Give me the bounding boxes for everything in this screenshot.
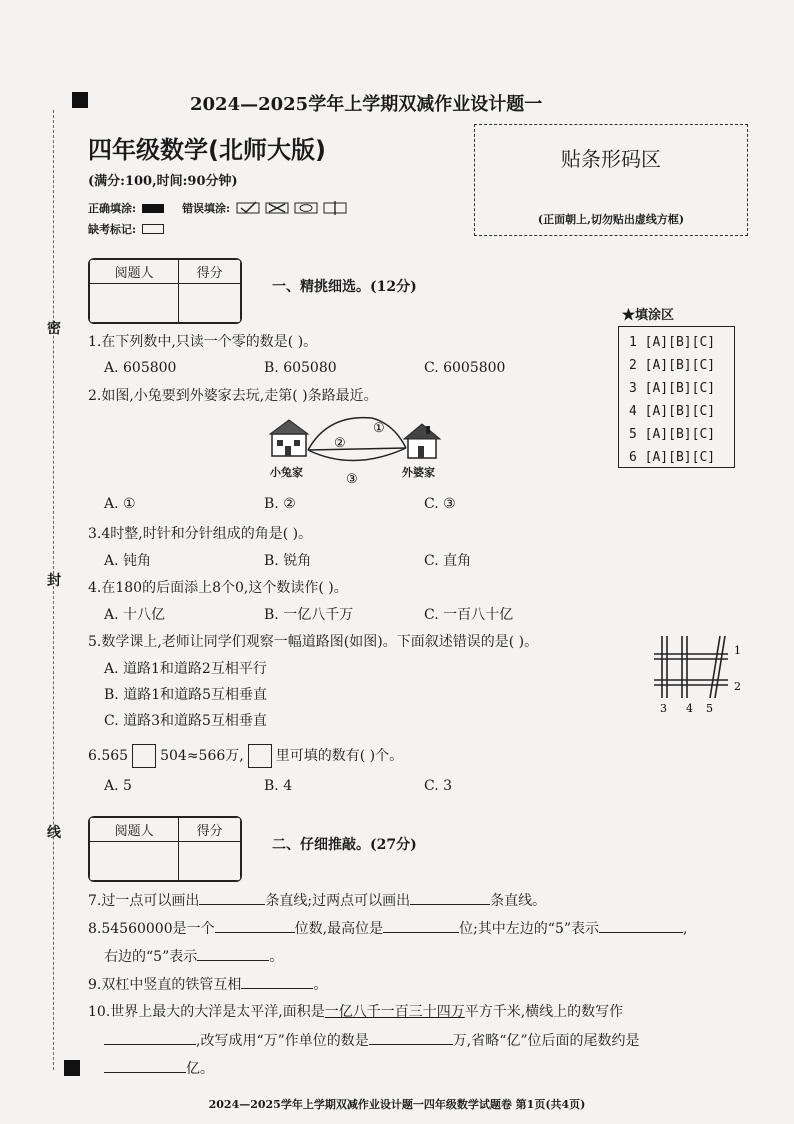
side-label-seal-1: 密	[47, 321, 61, 337]
question-2: 2.如图,小兔要到外婆家去玩,走第( )条路最近。	[88, 388, 378, 404]
q6-middle: 504≈566万,	[160, 748, 244, 764]
question-8-line2	[104, 946, 283, 967]
score-box-section2	[88, 816, 242, 882]
q5-option-a: A. 道路1和道路2互相平行	[104, 661, 267, 677]
section1-title: 一、精挑细选。(12分)	[272, 279, 417, 295]
question-8	[88, 918, 687, 939]
barcode-area	[474, 124, 748, 236]
q10-blank-3[interactable]	[104, 1058, 186, 1073]
q6-option-b: B. 4	[264, 778, 293, 794]
road-3-label: 3	[660, 702, 667, 715]
q10-blank-1[interactable]	[104, 1030, 196, 1045]
answer-row[interactable]: 4 [A][B][C]	[629, 404, 716, 419]
road-2-label: 2	[734, 680, 741, 693]
q7-text-3: 条直线。	[490, 893, 547, 909]
answer-row[interactable]: 2 [A][B][C]	[629, 358, 716, 373]
q5-option-b: B. 道路1和道路5互相垂直	[104, 687, 268, 703]
reviewer-cell[interactable]	[90, 284, 179, 323]
q6-digit-box[interactable]	[132, 744, 156, 768]
q6-digit-box-ref	[248, 744, 272, 768]
answer-row[interactable]: 5 [A][B][C]	[629, 427, 716, 442]
q2-option-a: A. ①	[104, 496, 136, 512]
q10-text-4: 万,省略“亿”位后面的尾数约是	[452, 1033, 640, 1049]
score-header: 得分	[179, 818, 241, 842]
q10-underlined-number: 一亿八千一百三十四万	[324, 1004, 465, 1020]
q1-option-c: C. 6005800	[424, 360, 506, 376]
route-1-label: ①	[373, 421, 385, 436]
score-time-info: (满分:100,时间:90分钟)	[88, 174, 238, 189]
q1-option-b: B. 605080	[264, 360, 337, 376]
question-6	[88, 744, 403, 768]
q4-option-b: B. 一亿八千万	[264, 607, 354, 623]
side-label-seal-2: 封	[47, 573, 61, 589]
score-header: 得分	[179, 260, 241, 284]
q9-text-2: 。	[313, 977, 328, 993]
q8-text-1: 8.54560000是一个	[88, 921, 215, 937]
corner-mark-top	[72, 92, 88, 108]
q10-text-2: 平方千米,横线上的数写作	[464, 1004, 624, 1020]
q4-option-a: A. 十八亿	[104, 607, 166, 623]
q5-option-c: C. 道路3和道路5互相垂直	[104, 713, 267, 729]
reviewer-cell[interactable]	[90, 842, 179, 881]
q8-text-4: 右边的“5”表示	[104, 949, 198, 965]
q8-text-2: 位数,最高位是	[294, 921, 384, 937]
binding-dash-line	[53, 110, 54, 1070]
q3-option-a: A. 钝角	[104, 553, 152, 569]
q9-blank-1[interactable]	[241, 974, 313, 989]
q8-blank-4[interactable]	[197, 946, 269, 961]
q8-text-3: 位;其中左边的“5”表示	[459, 921, 600, 937]
barcode-title: 贴条形码区	[561, 147, 661, 171]
q2-option-b: B. ②	[264, 496, 296, 512]
q1-option-a: A. 605800	[104, 360, 177, 376]
score-cell[interactable]	[179, 284, 241, 323]
question-7	[88, 890, 546, 911]
q4-option-c: C. 一百八十亿	[424, 607, 514, 623]
q6-option-c: C. 3	[424, 778, 453, 794]
q10-text-3: ,改写成用“万”作单位的数是	[196, 1033, 369, 1049]
question-9	[88, 974, 327, 995]
question-10-line3	[104, 1058, 214, 1079]
q3-option-b: B. 锐角	[264, 553, 312, 569]
wrong-fill-samples-icon	[236, 201, 348, 215]
correct-fill-label: 正确填涂:	[88, 202, 137, 215]
q8-blank-1[interactable]	[215, 918, 295, 933]
q8-blank-2[interactable]	[383, 918, 459, 933]
route-2-label: ②	[334, 436, 346, 451]
q8-text-5: 。	[269, 949, 284, 965]
q6-suffix: 里可填的数有( )个。	[275, 748, 404, 764]
q7-blank-1[interactable]	[199, 890, 265, 905]
q8-blank-3[interactable]	[599, 918, 683, 933]
road-5-label: 5	[706, 702, 713, 715]
q9-text-1: 9.双杠中竖直的铁管互相	[88, 977, 242, 993]
fill-instructions	[88, 200, 348, 216]
q7-text-2: 条直线;过两点可以画出	[265, 893, 411, 909]
exam-title: 2024—2025学年上学期双减作业设计题一	[190, 94, 543, 115]
route-3-label: ③	[346, 472, 358, 487]
score-box-section1	[88, 258, 242, 324]
q6-option-a: A. 5	[104, 778, 132, 794]
answer-row[interactable]: 1 [A][B][C]	[629, 335, 716, 350]
reviewer-header: 阅题人	[90, 260, 179, 284]
side-label-seal-3: 线	[47, 825, 61, 841]
home-label: 小兔家	[270, 466, 303, 479]
question-10-line2	[104, 1030, 640, 1051]
grandma-home-label: 外婆家	[402, 466, 435, 479]
question-1: 1.在下列数中,只读一个零的数是( )。	[88, 334, 318, 350]
section2-title: 二、仔细推敲。(27分)	[272, 837, 417, 853]
q8-comma: ,	[683, 921, 688, 937]
question-10	[88, 1002, 623, 1022]
wrong-fill-label: 错误填涂:	[182, 202, 231, 215]
answer-row[interactable]: 3 [A][B][C]	[629, 381, 716, 396]
correct-fill-sample	[142, 204, 164, 213]
road-1-label: 1	[734, 644, 741, 657]
answer-area-title: ★填涂区	[622, 308, 675, 323]
q10-text-1: 10.世界上最大的大洋是太平洋,面积是	[88, 1004, 325, 1020]
q7-blank-2[interactable]	[410, 890, 490, 905]
reviewer-header: 阅题人	[90, 818, 179, 842]
q10-blank-2[interactable]	[369, 1030, 453, 1045]
q7-text-1: 7.过一点可以画出	[88, 893, 200, 909]
road-4-label: 4	[686, 702, 693, 715]
page-footer: 2024—2025学年上学期双减作业设计题一四年级数学试题卷 第1页(共4页)	[208, 1098, 586, 1111]
absent-label: 缺考标记:	[88, 223, 137, 236]
answer-fill-area	[618, 326, 735, 468]
score-cell[interactable]	[179, 842, 241, 881]
q10-text-5: 亿。	[186, 1061, 214, 1077]
q3-option-c: C. 直角	[424, 553, 472, 569]
absent-mark-row	[88, 221, 164, 237]
barcode-note: (正面朝上,切勿贴出虚线方框)	[537, 213, 685, 226]
subject-title: 四年级数学(北师大版)	[88, 136, 326, 164]
answer-row[interactable]: 6 [A][B][C]	[629, 450, 716, 465]
q6-prefix: 6.565	[88, 748, 129, 764]
road-diagram	[648, 632, 748, 716]
question-4: 4.在180的后面添上8个0,这个数读作( )。	[88, 580, 348, 596]
absent-mark-box[interactable]	[142, 224, 164, 234]
question-3: 3.4时整,时针和分针组成的角是( )。	[88, 526, 313, 542]
question-5: 5.数学课上,老师让同学们观察一幅道路图(如图)。下面叙述错误的是( )。	[88, 634, 539, 650]
corner-mark-bottom	[64, 1060, 80, 1076]
q2-option-c: C. ③	[424, 496, 456, 512]
